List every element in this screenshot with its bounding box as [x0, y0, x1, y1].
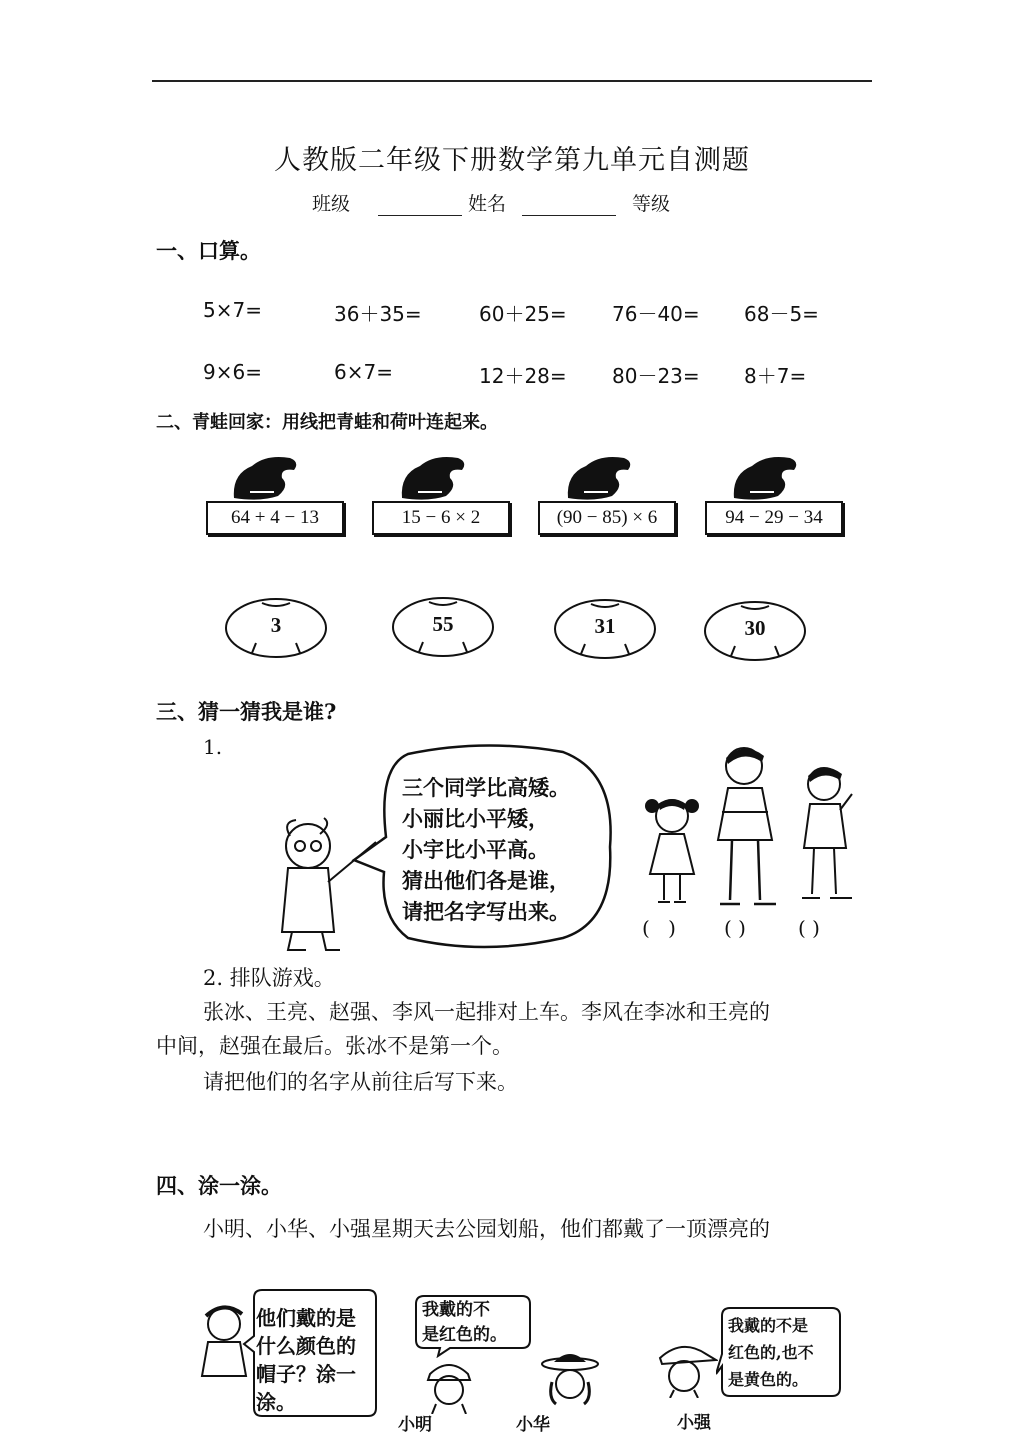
- calc-item: 12＋28=: [479, 364, 567, 388]
- question-1-label: 1.: [203, 735, 223, 759]
- frog-icon: [730, 452, 802, 502]
- lily-pad[interactable]: [703, 600, 807, 662]
- girl-icon: [640, 792, 704, 908]
- calc-item: 8＋7=: [744, 364, 807, 388]
- character-name: 小华: [516, 1415, 550, 1435]
- lily-pad-value: 3: [270, 613, 282, 637]
- speech-bubble: [402, 772, 570, 927]
- lily-pad[interactable]: [553, 598, 657, 660]
- calc-item: 6×7=: [334, 360, 393, 384]
- bubble-line: 涂。: [256, 1390, 296, 1414]
- frog-icon: [230, 452, 302, 502]
- answer-blank[interactable]: ( ): [724, 916, 746, 940]
- character-name: 小明: [398, 1415, 432, 1435]
- bubble-line: 三个同学比高矮。: [402, 775, 570, 800]
- section3-heading: 三、猜一猜我是谁?: [156, 699, 337, 724]
- name-label: 姓名: [468, 193, 507, 215]
- bubble-line: 我戴的不: [422, 1300, 490, 1320]
- bubble-line: 猜出他们各是谁，: [402, 868, 570, 893]
- question-2-text: 张冰、王亮、赵强、李风一起排对上车。李风在李冰和王亮的: [203, 1000, 770, 1024]
- bubble-line: 小丽比小平矮，: [402, 806, 549, 831]
- bubble-line: 请把名字写出来。: [402, 899, 570, 924]
- lily-pad[interactable]: [391, 596, 495, 658]
- class-label: 班级: [312, 193, 351, 215]
- speech-bubble: [256, 1304, 356, 1416]
- question-2-instruction: 请把他们的名字从前往后写下来。: [203, 1070, 518, 1094]
- class-blank[interactable]: [378, 197, 462, 216]
- answer-blank[interactable]: ( ): [798, 916, 820, 940]
- section1-heading: 一、口算。: [156, 238, 261, 263]
- answer-blank[interactable]: ( ): [642, 916, 676, 940]
- boy-icon: [794, 760, 860, 906]
- question-2-text: 中间，赵强在最后。张冰不是第一个。: [156, 1034, 513, 1058]
- frog-icon: [564, 452, 636, 502]
- bubble-line: 帽子？涂一: [256, 1362, 356, 1386]
- bubble-line: 什么颜色的: [256, 1334, 356, 1358]
- lily-pad-value: 55: [432, 612, 454, 636]
- calc-item: 76－40=: [612, 302, 700, 326]
- student-info-line: [312, 189, 670, 216]
- name-blank[interactable]: [522, 197, 616, 216]
- xiaohua-icon: [540, 1346, 600, 1408]
- character-name: 小强: [677, 1413, 711, 1433]
- xiaoqiang-icon: [654, 1338, 718, 1398]
- bubble-line: 小宇比小平高。: [402, 837, 549, 862]
- bubble-line: 是红色的。: [422, 1325, 507, 1345]
- section2-heading: 二、青蛙回家：用线把青蛙和荷叶连起来。: [156, 412, 498, 433]
- xiaoming-icon: [424, 1356, 474, 1414]
- lily-pad[interactable]: [224, 597, 328, 659]
- tall-boy-icon: [710, 740, 784, 912]
- speech-bubble: [422, 1298, 507, 1348]
- top-rule: [152, 80, 872, 82]
- question-2-label: 2. 排队游戏。: [203, 966, 335, 990]
- frog-icon: [398, 452, 470, 502]
- calc-item: 36＋35=: [334, 302, 422, 326]
- grade-label: 等级: [632, 193, 671, 215]
- bubble-line: 是黄色的。: [728, 1370, 809, 1389]
- calc-item: 80－23=: [612, 364, 700, 388]
- bubble-line: 红色的,也不: [728, 1343, 814, 1362]
- calc-item: 5×7=: [203, 298, 262, 322]
- page-title: 人教版二年级下册数学第九单元自测题: [274, 145, 750, 176]
- calc-item: 9×6=: [203, 360, 262, 384]
- expression-box[interactable]: 15 − 6 × 2: [372, 501, 510, 535]
- lily-pad-value: 30: [744, 616, 766, 640]
- calc-item: 68－5=: [744, 302, 819, 326]
- bubble-line: 我戴的不是: [728, 1316, 809, 1335]
- expression-box[interactable]: 94 − 29 − 34: [705, 501, 843, 535]
- bubble-line: 他们戴的是: [256, 1306, 356, 1330]
- speech-bubble: [728, 1312, 814, 1393]
- lily-pad-value: 31: [594, 614, 616, 638]
- expression-box[interactable]: (90 − 85) × 6: [538, 501, 676, 535]
- expression-box[interactable]: 64 + 4 − 13: [206, 501, 344, 535]
- section4-text: 小明、小华、小强星期天去公园划船，他们都戴了一顶漂亮的: [203, 1217, 770, 1241]
- calc-item: 60＋25=: [479, 302, 567, 326]
- section4-heading: 四、涂一涂。: [156, 1173, 282, 1198]
